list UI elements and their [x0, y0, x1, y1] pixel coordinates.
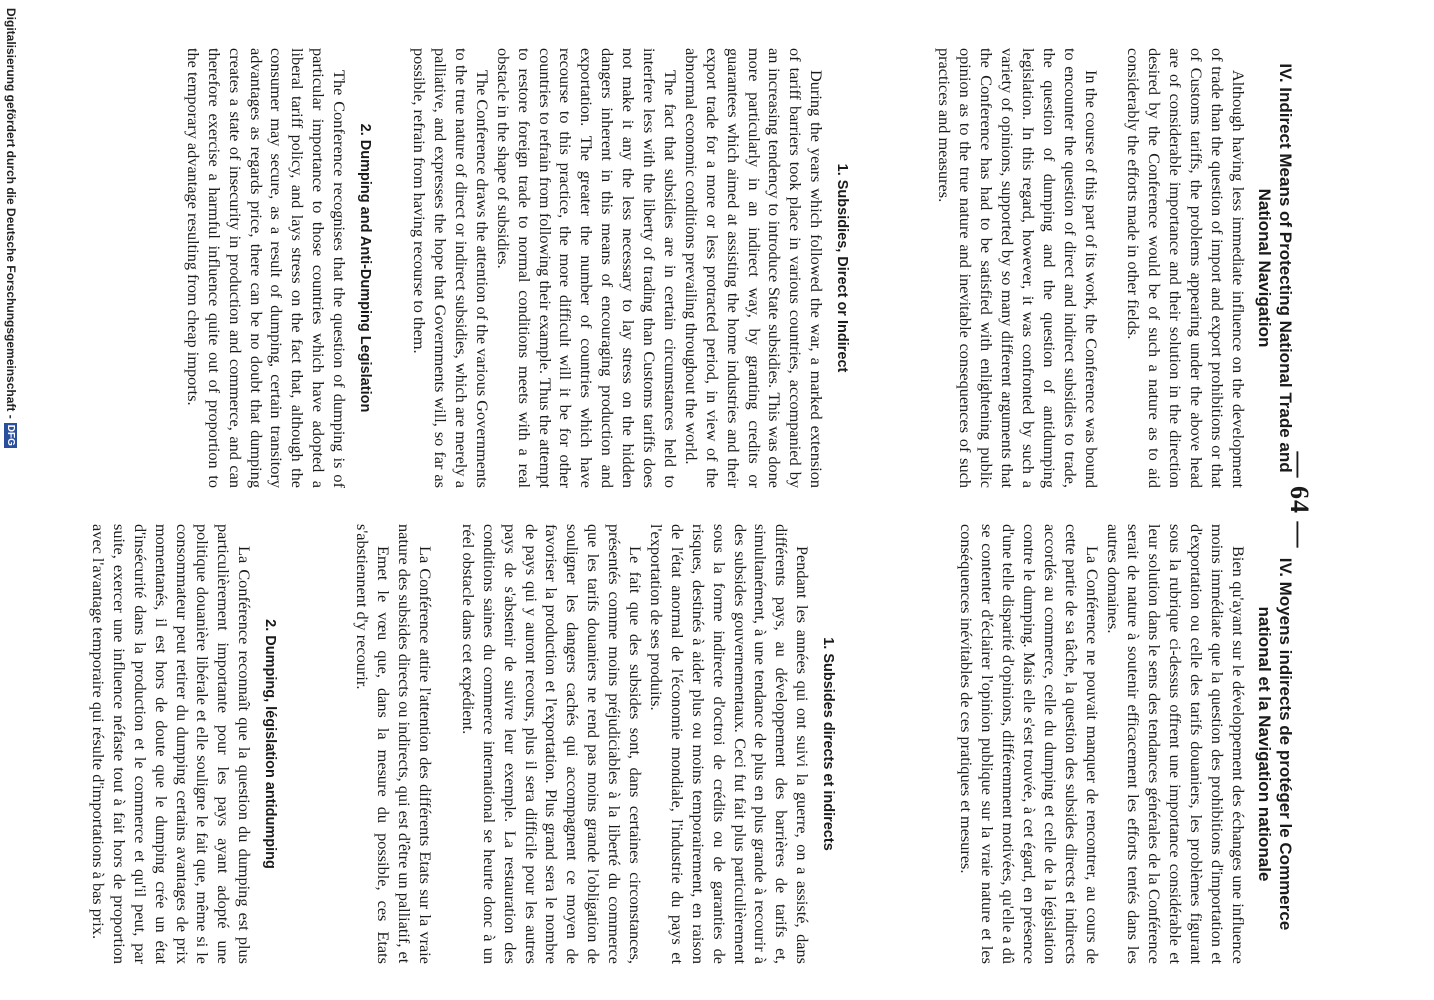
french-section1-paragraph: Le fait que des subsides sont, dans certaines circonstances, présentés comme moins préjudiciables à la liberté du commerce que les tarifs douaniers ne rend pas moins grande l'obligation de souligner les dangers cachés qui accompagnent ce moyen de favoriser la production et l'exportation. Plus grand sera le nombre de pays qui y auront recours, plus il sera difficile pour les autres pays de s'abstenir de suivre leur exemple. La restauration des conditions saines du commerce international se heurte donc à un réel obstacle dans cet expédient.: [458, 524, 646, 964]
english-section2-paragraph: The Conference recognises that the question of dumping is of particular importance to those countries which have adopted a liberal tariff policy, and lays stress on the fact that, although the consumer may secure, as a result of dumping, certain transitory advantages as regards price, there can be no doubt that dumping creates a state of insecurity in production and commerce, and can therefore exercise a harmful influence quite out of proportion to the temporary advantage resulting from cheap imports.: [183, 48, 350, 488]
english-section2-heading: 2. Dumping and Anti-Dumping Legislation: [357, 123, 374, 413]
english-section1-paragraph: The Conference draws the attention of the various Governments to the true nature of direct or indirect subsidies, which are merely a palliative, and expresses the hope that Governments will, so far as possible, refrain from having recourse to them.: [410, 48, 492, 488]
french-section1-paragraph: Pendant les années qui ont suivi la guerre, on a assisté, dans différents pays, au développement des barrières de tarifs et, simultanément, à une tendance de plus en plus grande à recourir à des subsides gouvernementaux. Ceci fut fait plus particulièrement sous la forme indirecte d'octroi de crédits ou de garanties de risques, destinés à aider plus ou moins temporairement, en raison de l'état anormal de l'économie mondiale, l'industrie du pays et l'exportation de ses produits.: [646, 524, 813, 964]
dfg-logo: DFG: [5, 424, 16, 446]
french-section1-heading: 1. Subsides directs et indirects: [820, 637, 837, 851]
digitization-footer: [4, 8, 18, 448]
english-intro-paragraph: Although having less immediate influence on the development of trade than the question of import and export prohibitions or that of Customs tariffs, the problems appearing under the above head are of considerable importance and their solution in the direction desired by the Conference would be of such a nature as to aid considerably the efforts made in other fields.: [1124, 48, 1248, 488]
page-number: — 64 —: [1285, 451, 1314, 549]
english-heading: IV. Indirect Means of Protecting National Trade and National Navigation: [1255, 63, 1295, 473]
footer-text: Digitalisierung gefördert durch die Deutsche Forschungsgemeinschaft -: [4, 8, 19, 419]
english-section1-paragraph: The fact that subsidies are in certain circumstances held to interfere less with the liberty of trading than Customs tariffs does not make it any the less necessary to lay stress on the hidden dangers inherent in this means of encouraging production and exportation. The greater the number of countries which have recourse to this practice, the more difficult will it be for other countries to refrain from following their example. Thus the attempt to restore foreign trade to normal conditions meets with a real obstacle in the shape of subsidies.: [493, 48, 680, 488]
french-intro-paragraph: Bien qu'ayant sur le développement des échanges une influence moins immédiate que la question des prohibitions d'importation et d'exportation ou celle des tarifs douaniers, les problèmes figurant sous la rubrique ci-dessus offrent une importance considérable et leur solution dans le sens des tendances générales de la Conférence serait de nature à soutenir efficacement les efforts tentés dans les autres domaines.: [1103, 524, 1248, 964]
english-intro-paragraph: In the course of this part of its work, the Conference was bound to encounter the question of direct and indirect subsidies to trade, the question of dumping and the question of antidumping legislation. In this regard, however, it was confronted by such a variety of opinions, supported by so many different arguments that the Conference has had to be satisfied with enlightening public opinion as to the true nature and inevitable consequences of such practices and measures.: [935, 48, 1101, 488]
english-column: [182, 48, 1296, 488]
french-section2-paragraph: La Conférence reconnaît que la question du dumping est plus particulièrement importante pour les pays ayant adopté une politique douanière libérale et elle souligne le fait que, même si le consommateur peut retirer du dumping certains avantages de prix momentanés, il est hors de doute que le dumping crée un état d'insécurité dans la production et le commerce et qu'il peut, par suite, exercer une influence néfaste tout à fait hors de proportion avec l'avantage temporaire qui résulte d'importations à bas prix.: [88, 524, 255, 964]
french-intro-paragraph: La Conférence ne pouvait manquer de rencontrer, au cours de cette partie de sa tâche, la question des subsides directs et indirects accordés au commerce, celle du dumping et celle de la législation contre le dumping. Mais elle s'est trouvée, à cet égard, en présence d'une telle disparité d'opinions, différemment motivées, qu'elle a dû se contenter d'éclairer l'opinion publique sur la vraie nature et les conséquences inévitables de ces pratiques et mesures.: [957, 524, 1102, 964]
french-section1-paragraph: La Conférence attire l'attention des différents Etats sur la vraie nature des subsides directs ou indirects, qui est d'être un palliatif, et: [395, 524, 435, 964]
french-column: [87, 524, 1296, 964]
english-section1-heading: 1. Subsidies, Direct or Indirect: [834, 163, 851, 373]
french-section1-paragraph: Emet le vœu que, dans la mesure du possible, ces Etats s'abstiennent d'y recourir.: [353, 524, 394, 964]
french-section2-heading: 2. Dumping, législation antidumping: [262, 619, 279, 869]
french-heading: IV. Moyens indirects de protéger le Commerce national et la Navigation nationale: [1255, 557, 1295, 931]
english-section1-paragraph: During the years which followed the war, a marked extension of tariff barriers took place in various countries, accompanied by an increasing tendency to introduce State subsidies. This was done more particularly in an indirect way, by granting credits or guarantees which aimed at assisting the home industries and their export trade for a more or less protracted period, in view of the abnormal economic conditions prevailing throughout the world.: [681, 48, 827, 488]
